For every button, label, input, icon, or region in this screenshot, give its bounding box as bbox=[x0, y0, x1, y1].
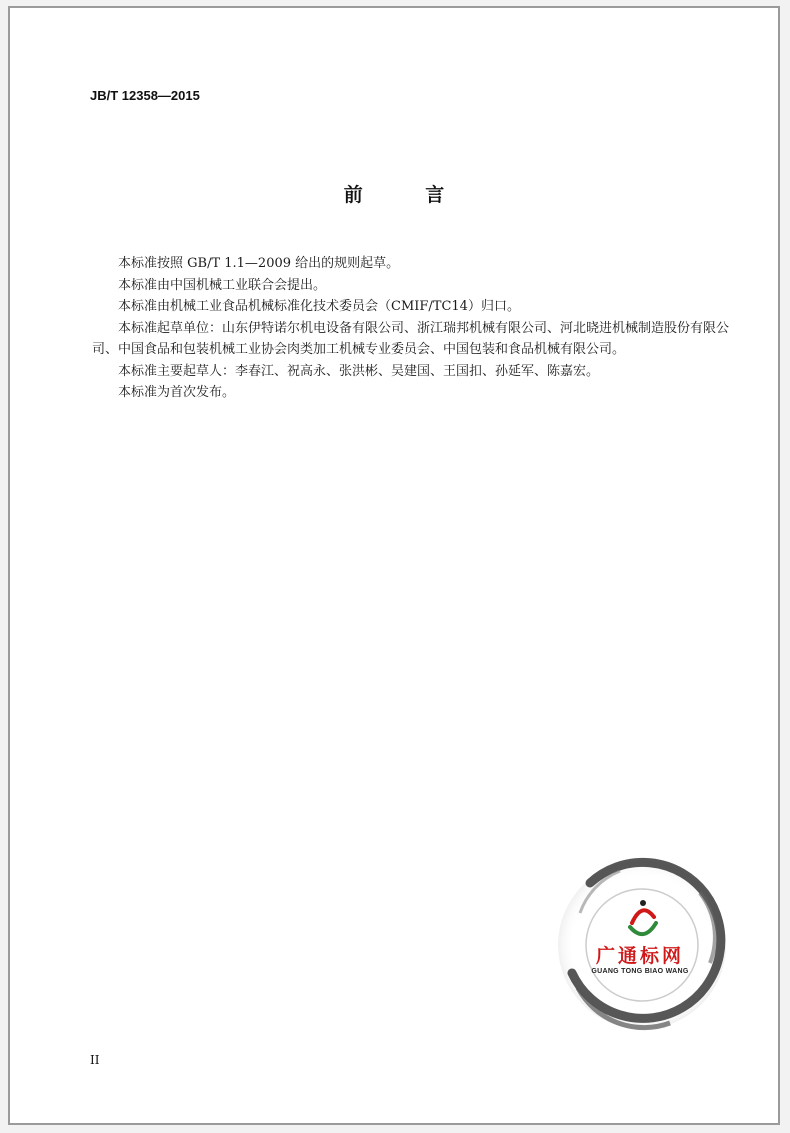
paragraph-first-release: 本标准为首次发布。 bbox=[118, 385, 236, 400]
page-title: 前 言 bbox=[343, 184, 473, 206]
paragraph-drafters: 本标准主要起草人：李春江、祝高永、张洪彬、吴建国、王国扣、孙延军、陈嘉宏。 bbox=[118, 363, 600, 379]
paragraph-drafting-units: 本标准起草单位：山东伊特诺尔机电设备有限公司、浙江瑞邦机械有限公司、河北晓进机械制造股份有限公司、中国食品和包装机械工业协会肉类加工机械专业委员会、中国包装和食品机械有限公司。 bbox=[92, 320, 730, 357]
watermark-seal bbox=[550, 853, 730, 1033]
paragraph-proposer: 本标准由中国机械工业联合会提出。 bbox=[118, 277, 327, 293]
watermark-name-en: GUANG TONG BIAO WANG bbox=[591, 968, 689, 975]
document-page bbox=[8, 6, 780, 1125]
page-number: II bbox=[90, 1053, 100, 1067]
standard-code: JB/T 12358—2015 bbox=[90, 88, 200, 103]
paragraph-drafting-rules: 本标准按照 GB/T 1.1—2009 给出的规则起草。 bbox=[118, 256, 400, 271]
foreword-body bbox=[92, 253, 732, 404]
paragraph-committee: 本标准由机械工业食品机械标准化技术委员会（CMIF/TC14）归口。 bbox=[118, 299, 520, 314]
watermark-name-cn: 广通标网 bbox=[595, 945, 684, 967]
